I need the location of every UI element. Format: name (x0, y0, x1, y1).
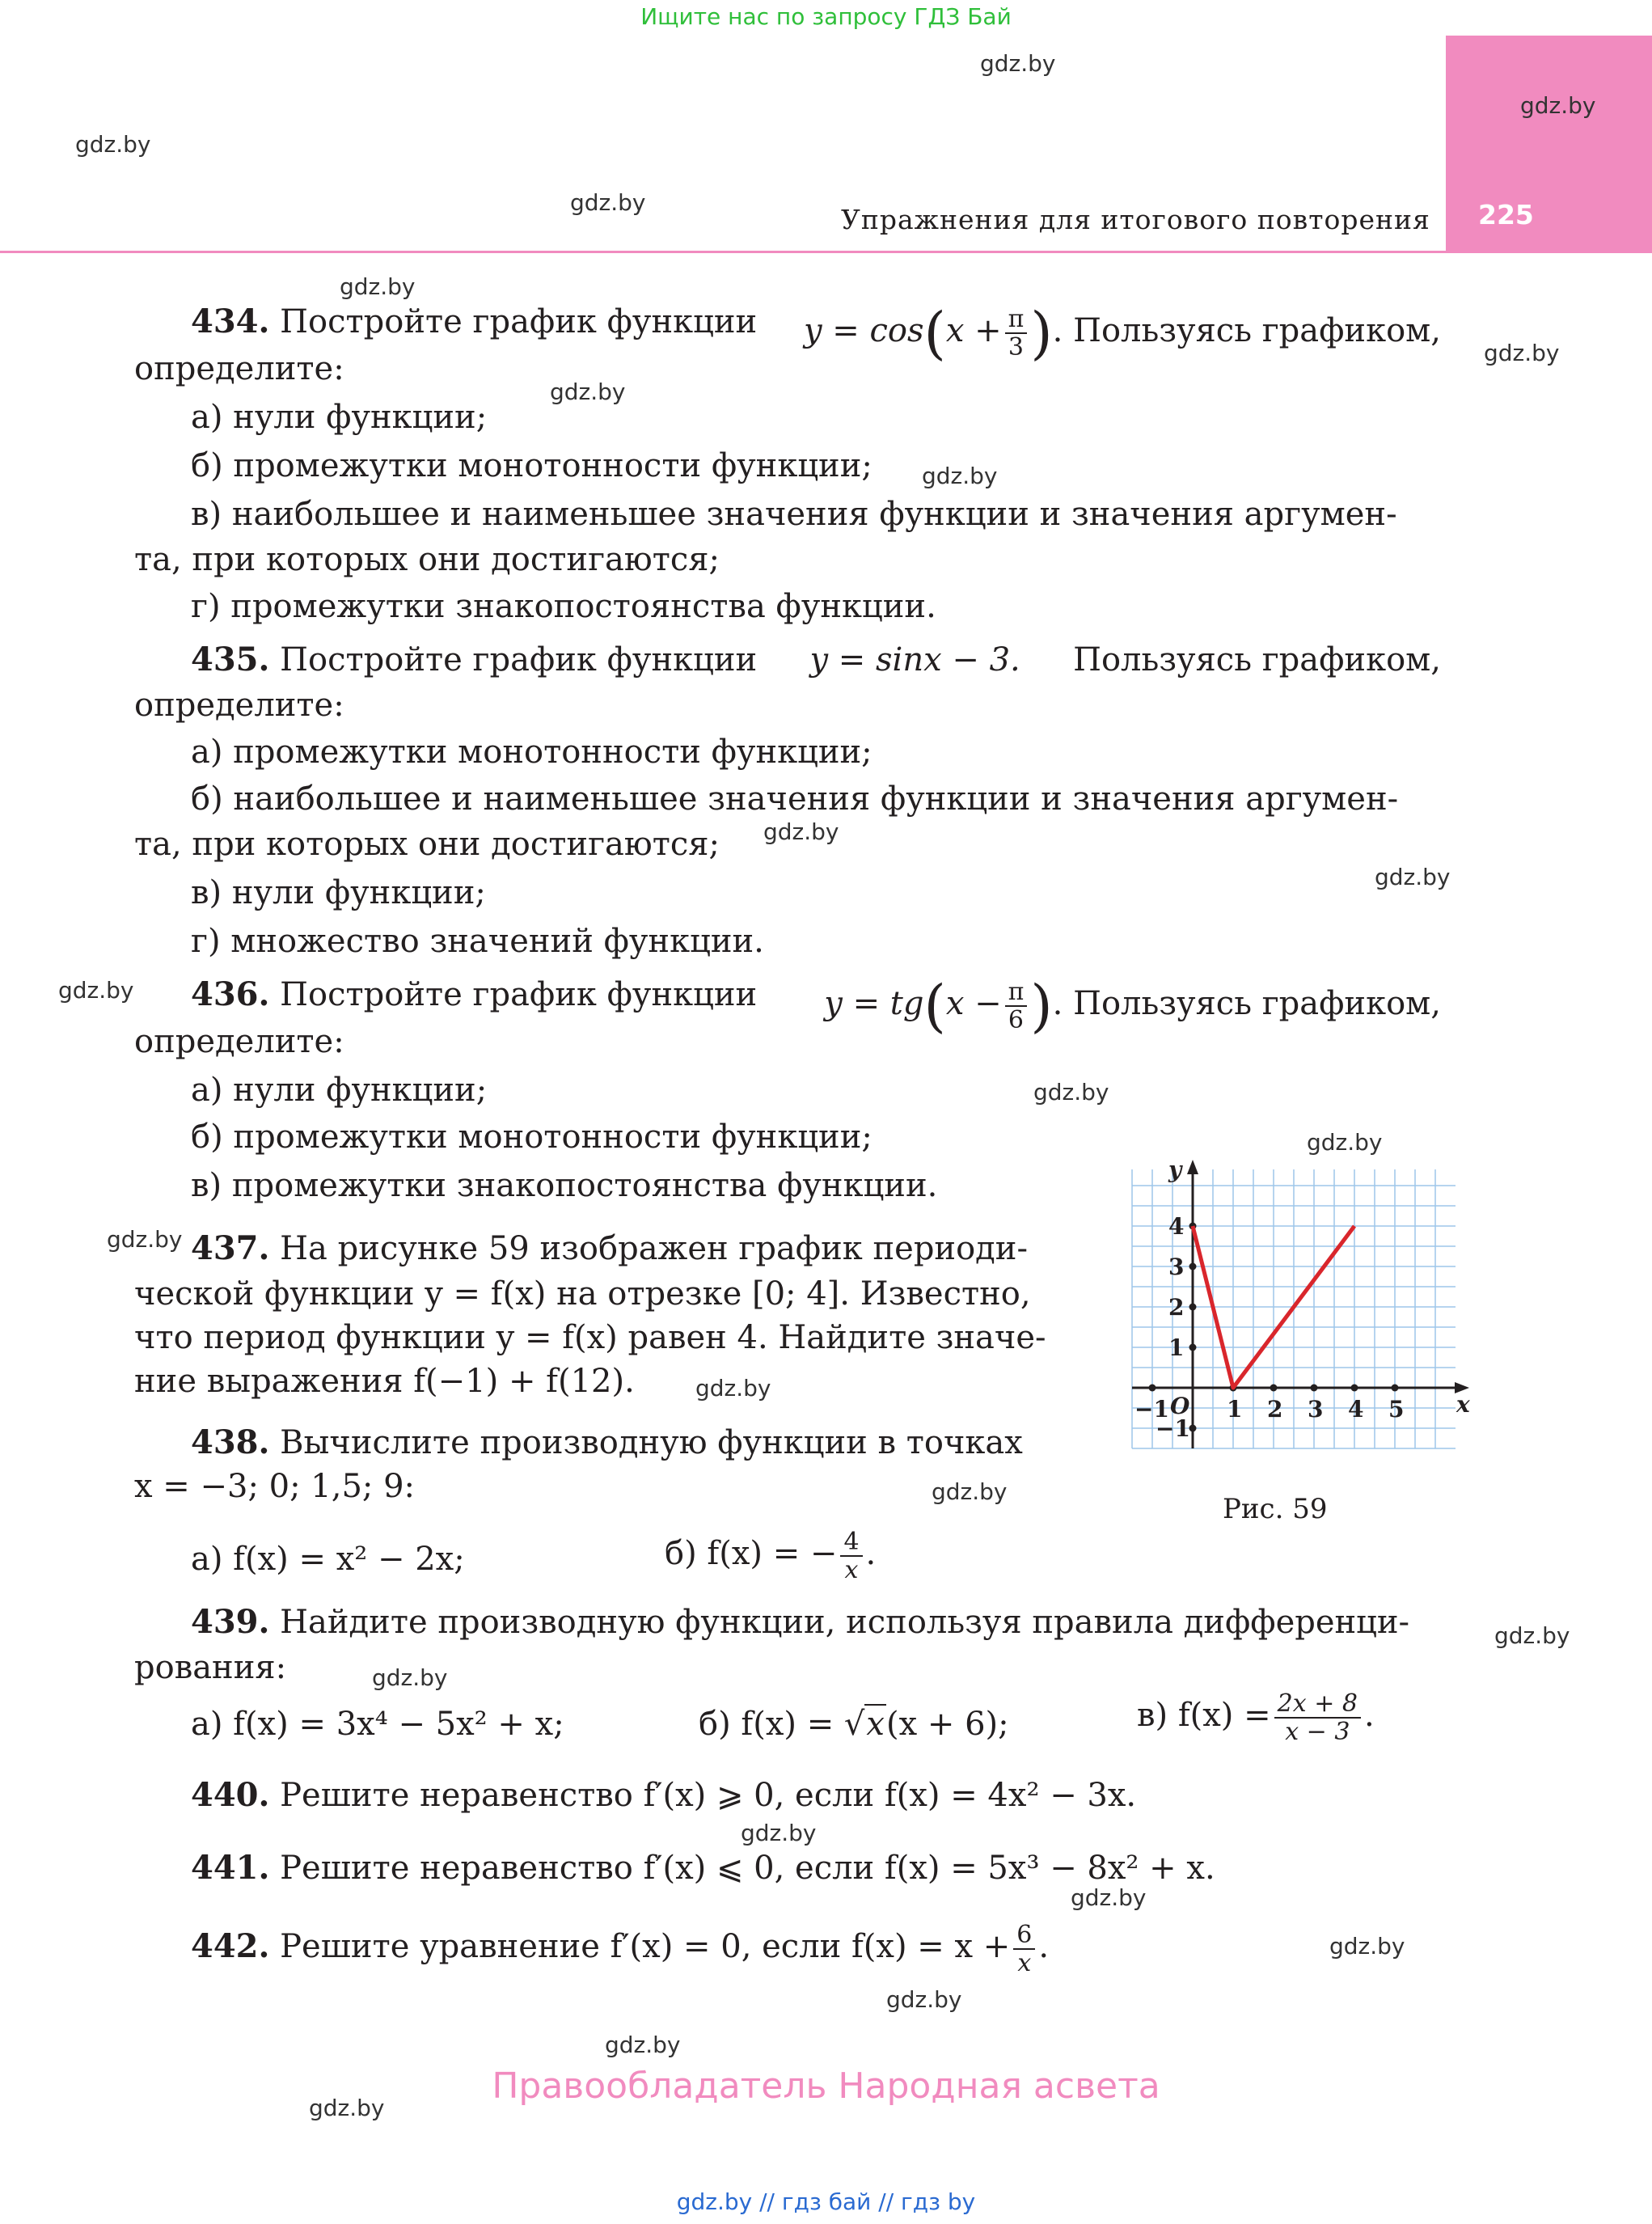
ex439-line1 (191, 1603, 1441, 1641)
ex436-item-c: в) промежутки знакопостоянства функции. (191, 1167, 938, 1204)
ex438-text: Вычислите производную функции в точках (280, 1424, 1023, 1461)
ex440 (191, 1776, 1137, 1814)
x-tick-label: 2 (1267, 1396, 1283, 1423)
watermark: gdz.by (570, 189, 646, 216)
y-tick-dot (1189, 1304, 1197, 1311)
figure-caption: Рис. 59 (1223, 1493, 1328, 1525)
watermark: gdz.by (695, 1375, 771, 1402)
y-tick-dot (1189, 1263, 1197, 1271)
y-tick-label: 4 (1168, 1213, 1185, 1240)
ex435-item-d: г) множество значений функции. (191, 923, 764, 960)
watermark: gdz.by (741, 1820, 817, 1846)
ex436-item-a: а) нули функции; (191, 1072, 488, 1109)
x-tick-dot (1392, 1385, 1399, 1392)
figure-59-chart (1108, 1156, 1470, 1477)
ex437-line4: ние выражения f(−1) + f(12). (134, 1363, 635, 1400)
ex434-item-c2: та, при которых они достигаются; (134, 541, 720, 578)
ex440-text: Решите неравенство f′(x) ⩾ 0, если f(x) = 4x² − 3x. (280, 1777, 1137, 1814)
ex435-item-b1: б) наибольшее и наименьшее значения функции и значения аргумен- (191, 780, 1399, 818)
running-head: Упражнения для итогового повторения (841, 204, 1430, 235)
ex434-arg: x + (945, 312, 1002, 349)
x-tick-label: 1 (1227, 1396, 1243, 1423)
x-tick-dot (1149, 1385, 1156, 1392)
y-tick-label: 3 (1168, 1254, 1185, 1280)
ex436-arg: x − (945, 985, 1002, 1022)
ex437-text: На рисунке 59 изображен график периоди- (280, 1230, 1028, 1267)
ex435-lead: Постройте график функции (280, 641, 758, 679)
ex438-line1 (191, 1423, 1023, 1461)
ex434-func: y = cos (803, 312, 924, 349)
copyright-notice: Правообладатель Народная асвета (492, 2065, 1160, 2107)
x-tick-label: 3 (1308, 1396, 1324, 1423)
ex436-line2: определите: (134, 1023, 344, 1060)
y-tick-label: 1 (1168, 1334, 1185, 1361)
x-tick-label: 5 (1388, 1396, 1405, 1423)
ex435-item-a: а) промежутки монотонности функции; (191, 734, 872, 771)
y-axis-label: y (1168, 1156, 1182, 1183)
watermark: gdz.by (309, 2095, 385, 2121)
watermark: gdz.by (1494, 1622, 1570, 1649)
ex436-number: 436. (191, 975, 270, 1013)
y-tick-label: 2 (1168, 1294, 1185, 1321)
y-tick-label: −1 (1156, 1415, 1190, 1442)
ex441-text: Решите неравенство f′(x) ⩽ 0, если f(x) = 5x³ − 8x² + x. (280, 1850, 1215, 1887)
watermark: gdz.by (886, 1986, 962, 2013)
ex439-item-c: в) f(x) = $\frac{2x + 8}{x - 3}$ . (1137, 1689, 1375, 1746)
ex434-line2: определите: (134, 350, 344, 387)
ex436-line1: 436. Постройте график функции y = tg(x − $\frac{\pi}{6}$ ). Пользуясь графиком, (191, 973, 1441, 1039)
ex438-line2: x = −3; 0; 1,5; 9: (134, 1468, 416, 1505)
watermark: gdz.by (1375, 864, 1451, 890)
watermark: gdz.by (1307, 1129, 1383, 1156)
ex437-line3: что период функции y = f(x) равен 4. Найдите значе- (134, 1319, 1046, 1356)
ex442-fraction: $\frac{6}{x}$ (1013, 1922, 1035, 1977)
ex436-lead: Постройте график функции (280, 976, 758, 1013)
ex436-tail: . Пользуясь графиком, (1052, 985, 1441, 1022)
ex435-number: 435. (191, 641, 270, 679)
ex439-item-a: а) f(x) = 3x⁴ − 5x² + x; (191, 1706, 564, 1743)
x-axis-label: x (1456, 1391, 1470, 1418)
header-rule (0, 251, 1652, 253)
ex435-func: y = sinx − 3. (809, 641, 1020, 679)
ex436-func: y = tg (824, 985, 924, 1022)
watermark: gdz.by (75, 131, 151, 158)
watermark: gdz.by (922, 463, 998, 489)
ex439-line2: рования: (134, 1649, 287, 1686)
watermark: gdz.by (1484, 340, 1560, 366)
ex435-line1 (191, 641, 1441, 679)
ex441 (191, 1849, 1215, 1887)
watermark: gdz.by (1329, 1933, 1405, 1960)
watermark: gdz.by (1033, 1079, 1109, 1106)
x-tick-dot (1351, 1385, 1358, 1392)
ex434-line1: 434. Постройте график функции y = cos(x + $\frac{\pi}{3}$ ). Пользуясь графиком, (191, 300, 1441, 366)
ex437-number: 437. (191, 1229, 270, 1267)
watermark: gdz.by (932, 1478, 1008, 1505)
x-tick-label: −1 (1134, 1396, 1169, 1423)
page-number: 225 (1478, 199, 1534, 230)
watermark: gdz.by (605, 2032, 681, 2058)
watermark: gdz.by (340, 273, 416, 300)
ex442: 442. Решите уравнение f′(x) = 0, если f(x) = x + $\frac{6}{x}$ . (191, 1921, 1050, 1977)
watermark: gdz.by (1071, 1884, 1147, 1911)
y-axis-arrow (1187, 1160, 1198, 1174)
ex439-number: 439. (191, 1603, 270, 1641)
ex434-item-c1: в) наибольшее и наименьшее значения функции и значения аргумен- (191, 496, 1397, 533)
ex438-number: 438. (191, 1423, 270, 1461)
ex439-item-b: б) f(x) = √x(x + 6); (699, 1706, 1009, 1743)
ex442-text: Решите уравнение f′(x) = 0, если f(x) = x + (280, 1928, 1011, 1965)
ex442-number: 442. (191, 1927, 270, 1965)
ex438-item-b: б) f(x) = − $\frac{4}{x}$ . (665, 1528, 877, 1584)
y-tick-dot (1189, 1344, 1197, 1351)
ex439-text: Найдите производную функции, используя правила дифференци- (280, 1604, 1410, 1641)
ex434-fraction: $\frac{\pi}{3}$ (1005, 306, 1028, 361)
ex435-line2: определите: (134, 687, 344, 724)
x-tick-dot (1311, 1385, 1318, 1392)
x-tick-label: 4 (1348, 1396, 1364, 1423)
watermark: gdz.by (1520, 92, 1596, 119)
origin-label: O (1170, 1393, 1190, 1419)
ex434-item-a: а) нули функции; (191, 399, 488, 436)
x-tick-dot (1270, 1385, 1278, 1392)
ex440-number: 440. (191, 1776, 270, 1814)
footer-links: gdz.by // гдз бай // гдз by (676, 2188, 976, 2215)
watermark: gdz.by (980, 50, 1056, 77)
ex435-item-c: в) нули функции; (191, 874, 486, 911)
ex441-number: 441. (191, 1849, 270, 1887)
ex437-line2: ческой функции y = f(x) на отрезке [0; 4]. Известно, (134, 1275, 1031, 1313)
ex438-item-a: а) f(x) = x² − 2x; (191, 1541, 465, 1578)
ex434-item-d: г) промежутки знакопостоянства функции. (191, 588, 936, 625)
ex436-item-b: б) промежутки монотонности функции; (191, 1118, 872, 1156)
watermark: gdz.by (763, 818, 839, 845)
ex434-number: 434. (191, 302, 270, 340)
page-tab (1446, 36, 1652, 252)
ex435-item-b2: та, при которых они достигаются; (134, 826, 720, 863)
watermark: gdz.by (550, 378, 626, 405)
ex436-fraction: $\frac{\pi}{6}$ (1005, 979, 1028, 1034)
watermark: gdz.by (372, 1664, 448, 1691)
ex434-item-b: б) промежутки монотонности функции; (191, 447, 872, 484)
ex434-lead: Постройте график функции (280, 303, 758, 340)
ex434-tail: . Пользуясь графиком, (1052, 312, 1441, 349)
watermark: gdz.by (58, 977, 134, 1004)
top-banner: Ищите нас по запросу ГДЗ Бай (640, 3, 1012, 30)
ex437-line1 (191, 1229, 1028, 1267)
watermark: gdz.by (107, 1226, 183, 1253)
ex435-tail: Пользуясь графиком, (1073, 641, 1441, 679)
